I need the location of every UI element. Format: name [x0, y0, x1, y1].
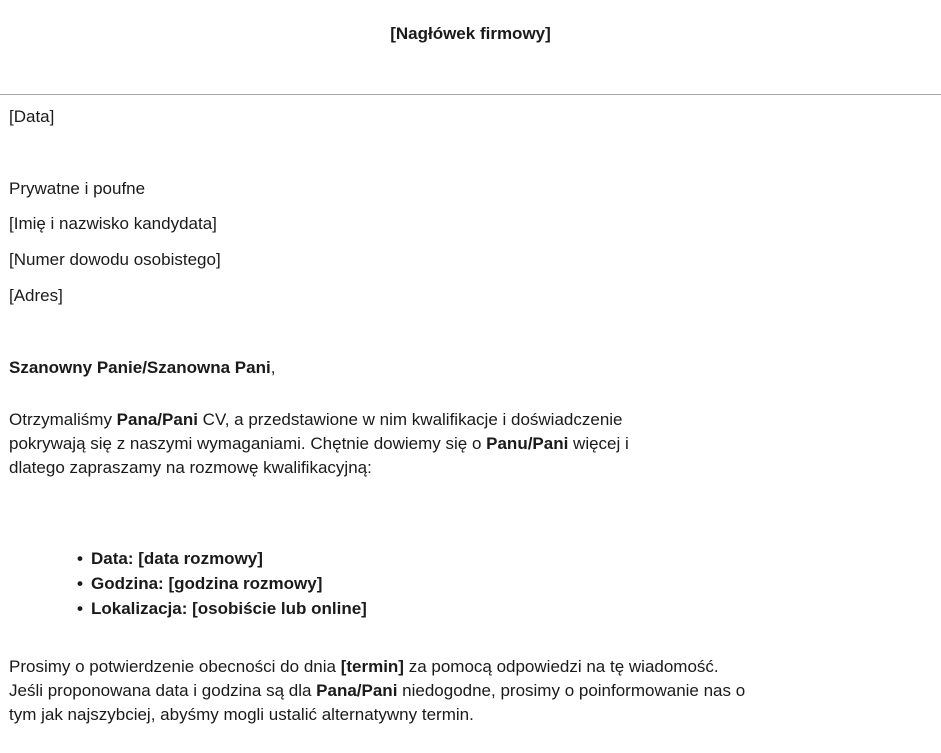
salutation — [9, 358, 275, 378]
text-bold: Pana/Pani — [316, 681, 398, 700]
paragraph-line — [9, 655, 745, 679]
paragraph-invitation — [9, 408, 629, 480]
candidate-name: [Imię i nazwisko kandydata] — [9, 214, 217, 233]
list-item: • Data: [data rozmowy] — [77, 546, 367, 571]
salutation-text: Szanowny Panie/Szanowna Pani — [9, 358, 271, 377]
text-span: CV, a przedstawione w nim kwalifikacje i doświadczenie — [197, 410, 623, 429]
text-span: za pomocą odpowiedzi na tę wiadomość. — [403, 657, 719, 676]
text-span: niedogodne, prosimy o poinformowanie nas o — [397, 681, 746, 700]
paragraph-line — [9, 408, 629, 432]
list-item: • Godzina: [godzina rozmowy] — [77, 571, 367, 596]
paragraph-confirmation — [9, 655, 745, 727]
id-number: [Numer dowodu osobistego] — [9, 250, 221, 269]
date-placeholder: [Data] — [9, 107, 55, 126]
list-item: • Lokalizacja: [osobiście lub online] — [77, 596, 367, 621]
letterhead — [0, 0, 941, 95]
text-bold: [termin] — [340, 657, 404, 676]
text-span: pokrywają się z naszymi wymaganiami. Chętnie dowiemy się o — [9, 434, 487, 453]
interview-details-list — [77, 546, 367, 621]
paragraph-line: tym jak najszybciej, abyśmy mogli ustalić alternatywny termin. — [9, 705, 474, 724]
paragraph-line — [9, 432, 629, 456]
paragraph-line: dlatego zapraszamy na rozmowę kwalifikacyjną: — [9, 458, 372, 477]
text-span: Otrzymaliśmy — [9, 410, 117, 429]
text-span: Prosimy o potwierdzenie obecności do dnia — [9, 657, 341, 676]
text-bold: Panu/Pani — [486, 434, 569, 453]
paragraph-line — [9, 679, 745, 703]
letterhead-title: [Nagłówek firmowy] — [390, 24, 551, 43]
text-span: więcej i — [568, 434, 629, 453]
text-bold: Pana/Pani — [116, 410, 198, 429]
address: [Adres] — [9, 286, 63, 305]
confidential-label: Prywatne i poufne — [9, 179, 146, 198]
text-span: Jeśli proponowana data i godzina są dla — [9, 681, 317, 700]
salutation-punct: , — [270, 358, 276, 377]
